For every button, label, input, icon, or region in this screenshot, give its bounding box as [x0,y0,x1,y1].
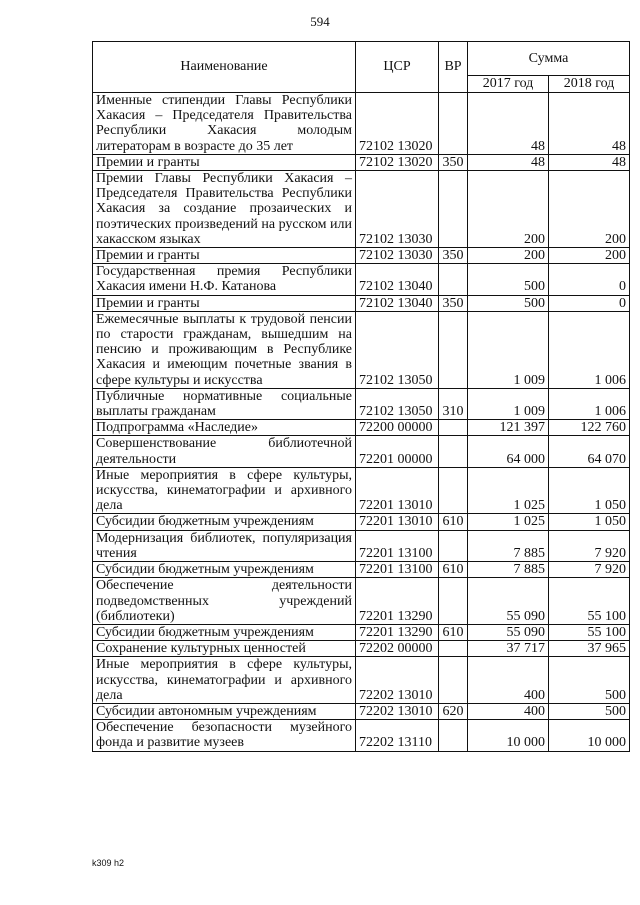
cell-name: Премии Главы Республики Хакасия – Председателя Правительства Республики Хакасия за создание прозаических и поэтических произведений на русском или хакасском языках [93,171,356,248]
cell-vr [439,264,468,295]
header-sum: Сумма [468,42,630,76]
cell-sum-2018: 0 [549,264,630,295]
cell-name: Субсидии бюджетным учреждениям [93,562,356,578]
table-row [93,562,630,578]
cell-csr: 72201 13290 [356,624,439,640]
cell-name: Именные стипендии Главы Республики Хакасия – Председателя Правительства Республики Хакасия молодым литераторам в возрасте до 35 лет [93,93,356,155]
cell-vr [439,93,468,155]
cell-name: Сохранение культурных ценностей [93,641,356,657]
cell-sum-2017: 200 [468,248,549,264]
table-row [93,388,630,419]
cell-sum-2018: 55 100 [549,578,630,625]
cell-sum-2018: 48 [549,154,630,170]
cell-vr [439,436,468,467]
table-row [93,530,630,561]
cell-csr: 72102 13030 [356,248,439,264]
cell-name: Совершенствование библиотечной деятельности [93,436,356,467]
cell-csr: 72201 13290 [356,578,439,625]
cell-sum-2017: 1 009 [468,311,549,388]
table-row [93,420,630,436]
cell-vr [439,657,468,704]
cell-name: Государственная премия Республики Хакасия имени Н.Ф. Катанова [93,264,356,295]
cell-sum-2018: 1 050 [549,467,630,514]
page-number: 594 [310,14,330,29]
cell-vr [439,171,468,248]
cell-sum-2017: 121 397 [468,420,549,436]
cell-csr: 72201 00000 [356,436,439,467]
header-csr: ЦСР [356,42,439,93]
cell-sum-2017: 7 885 [468,530,549,561]
cell-sum-2017: 55 090 [468,578,549,625]
cell-csr: 72102 13020 [356,154,439,170]
cell-sum-2017: 37 717 [468,641,549,657]
cell-csr: 72102 13050 [356,388,439,419]
footer-code: k309 h2 [92,858,125,868]
cell-sum-2018: 48 [549,93,630,155]
cell-sum-2018: 500 [549,703,630,719]
table-row [93,624,630,640]
cell-name: Премии и гранты [93,154,356,170]
cell-vr: 350 [439,248,468,264]
cell-sum-2018: 200 [549,248,630,264]
cell-sum-2017: 48 [468,93,549,155]
cell-sum-2017: 400 [468,703,549,719]
cell-sum-2017: 1 025 [468,467,549,514]
cell-csr: 72202 13010 [356,657,439,704]
cell-name: Модернизация библиотек, популяризация чтения [93,530,356,561]
cell-csr: 72202 13010 [356,703,439,719]
cell-vr: 310 [439,388,468,419]
cell-csr: 72102 13020 [356,93,439,155]
cell-sum-2018: 122 760 [549,420,630,436]
cell-sum-2018: 1 006 [549,311,630,388]
cell-name: Обеспечение безопасности музейного фонда и развитие музеев [93,720,356,751]
table-row [93,720,630,751]
cell-vr: 610 [439,514,468,530]
header-name: Наименование [93,42,356,93]
cell-sum-2017: 500 [468,264,549,295]
cell-csr: 72202 13110 [356,720,439,751]
cell-sum-2018: 200 [549,171,630,248]
cell-sum-2018: 1 006 [549,388,630,419]
cell-name: Обеспечение деятельности подведомственных учреждений (библиотеки) [93,578,356,625]
header-vr: ВР [439,42,468,93]
cell-name: Субсидии бюджетным учреждениям [93,514,356,530]
table-row [93,93,630,155]
cell-csr: 72201 13100 [356,530,439,561]
table-row [93,514,630,530]
table-row [93,467,630,514]
cell-sum-2017: 48 [468,154,549,170]
cell-sum-2017: 64 000 [468,436,549,467]
header-year-2018: 2018 год [549,76,630,93]
cell-sum-2018: 7 920 [549,530,630,561]
cell-vr [439,720,468,751]
cell-name: Иные мероприятия в сфере культуры, искусства, кинематографии и архивного дела [93,467,356,514]
table-row [93,578,630,625]
cell-vr [439,311,468,388]
cell-sum-2017: 1 009 [468,388,549,419]
cell-sum-2017: 10 000 [468,720,549,751]
cell-sum-2018: 64 070 [549,436,630,467]
cell-csr: 72201 13010 [356,514,439,530]
cell-sum-2017: 7 885 [468,562,549,578]
cell-name: Премии и гранты [93,295,356,311]
cell-vr [439,530,468,561]
cell-vr [439,420,468,436]
table-row [93,154,630,170]
header-year-2017: 2017 год [468,76,549,93]
table-row [93,657,630,704]
table-body [93,93,630,752]
cell-csr: 72201 13010 [356,467,439,514]
cell-name: Иные мероприятия в сфере культуры, искусства, кинематографии и архивного дела [93,657,356,704]
budget-table [92,41,630,752]
cell-vr: 610 [439,624,468,640]
cell-name: Подпрограмма «Наследие» [93,420,356,436]
table-row [93,295,630,311]
table-row [93,248,630,264]
cell-sum-2018: 55 100 [549,624,630,640]
cell-csr: 72102 13040 [356,264,439,295]
cell-sum-2017: 200 [468,171,549,248]
cell-vr [439,641,468,657]
cell-vr: 350 [439,154,468,170]
cell-csr: 72102 13040 [356,295,439,311]
table-row [93,436,630,467]
cell-sum-2018: 7 920 [549,562,630,578]
cell-sum-2017: 55 090 [468,624,549,640]
table-row [93,641,630,657]
table-row [93,264,630,295]
cell-vr [439,578,468,625]
cell-name: Премии и гранты [93,248,356,264]
cell-name: Ежемесячные выплаты к трудовой пенсии по старости гражданам, вышедшим на пенсию и проживающим в Республике Хакасия и имеющим почетные звания в сфере культуры и искусства [93,311,356,388]
cell-name: Субсидии бюджетным учреждениям [93,624,356,640]
cell-sum-2018: 37 965 [549,641,630,657]
cell-csr: 72102 13030 [356,171,439,248]
cell-csr: 72201 13100 [356,562,439,578]
cell-vr: 620 [439,703,468,719]
table-row [93,171,630,248]
cell-name: Субсидии автономным учреждениям [93,703,356,719]
cell-sum-2018: 0 [549,295,630,311]
table-row [93,703,630,719]
cell-csr: 72202 00000 [356,641,439,657]
cell-vr: 350 [439,295,468,311]
cell-vr: 610 [439,562,468,578]
cell-sum-2017: 1 025 [468,514,549,530]
table-row [93,311,630,388]
cell-sum-2017: 400 [468,657,549,704]
cell-sum-2018: 10 000 [549,720,630,751]
cell-csr: 72200 00000 [356,420,439,436]
cell-vr [439,467,468,514]
cell-name: Публичные нормативные социальные выплаты гражданам [93,388,356,419]
cell-csr: 72102 13050 [356,311,439,388]
cell-sum-2017: 500 [468,295,549,311]
cell-sum-2018: 1 050 [549,514,630,530]
cell-sum-2018: 500 [549,657,630,704]
